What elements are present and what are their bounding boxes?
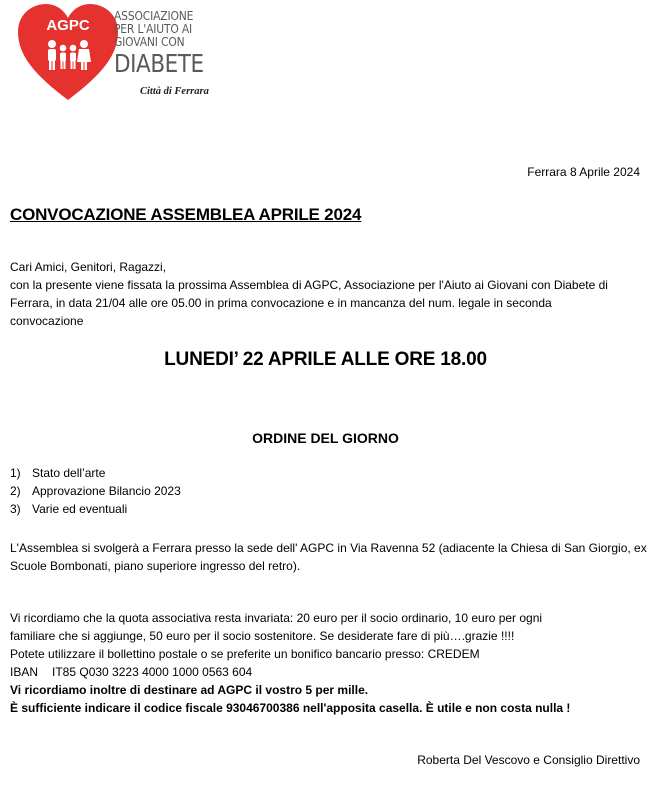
dues-line-1: Vi ricordiamo che la quota associativa resta invariata: 20 euro per il socio ordinario, 10 euro per ogni [10,611,543,625]
agenda-list [10,464,181,518]
document-date: Ferrara 8 Aprile 2024 [527,165,640,179]
agenda-item-text: Stato dell’arte [32,466,106,480]
agenda-item-text: Varie ed eventuali [32,502,128,516]
logo-line-2: PER L'AIUTO AI [114,21,193,36]
document-title: CONVOCAZIONE ASSEMBLEA APRILE 2024 [10,205,362,224]
iban-line [10,663,660,681]
dues-line-2: familiare che si aggiunge, 50 euro per il socio sostenitore. Se desiderate fare di più….grazie !!!! [10,629,515,643]
intro-paragraph [10,258,610,330]
logo-acronym: AGPC [46,17,90,34]
iban-code: IT85 Q030 3223 4000 1000 0563 604 [52,665,253,679]
logo-big-word: DIABETE [114,49,204,78]
meeting-date-headline: LUNEDI’ 22 APRILE ALLE ORE 18.00 [164,349,487,370]
agenda-item [10,500,181,518]
venue-paragraph: L'Assemblea si svolgerà a Ferrara presso la sede dell' AGPC in Via Ravenna 52 (adiacente la Chiesa di San Giorgio, ex Scuole Bombonati, piano superiore ingresso del retro). [10,541,647,573]
agenda-title: ORDINE DEL GIORNO [252,430,399,446]
greeting: Cari Amici, Genitori, Ragazzi, [10,260,167,274]
dues-section [10,609,660,717]
dues-line-3: Potete utilizzare il bollettino postale o se preferite un bonifico bancario presso: CREDEM [10,647,480,661]
agenda-item-number: 3) [10,502,21,516]
five-per-mille-reminder: Vi ricordiamo inoltre di destinare ad AGPC il vostro 5 per mille. [10,683,369,697]
logo-city: Città di Ferrara [140,86,209,97]
agenda-item-number: 2) [10,484,21,498]
intro-body: con la presente viene fissata la prossima Assemblea di AGPC, Associazione per l'Aiuto ai Giovani con Diabete di Ferrara, in data 21/04 alle ore 05.00 in prima convocazione e in mancanza del num. legale in seconda convocazione [10,278,608,328]
logo-line-1: ASSOCIAZIONE [114,8,194,23]
fiscal-code-note: È sufficiente indicare il codice fiscale 93046700386 nell'apposita casella. È utile e non costa nulla ! [10,701,571,715]
agenda-item [10,482,181,500]
signature: Roberta Del Vescovo e Consiglio Direttivo [417,753,640,767]
agenda-item [10,464,181,482]
logo-line-3: GIOVANI CON [114,34,185,49]
agenda-item-number: 1) [10,466,21,480]
agenda-item-text: Approvazione Bilancio 2023 [32,484,181,498]
logo-wordmark [114,10,218,77]
iban-label: IBAN [10,665,39,679]
